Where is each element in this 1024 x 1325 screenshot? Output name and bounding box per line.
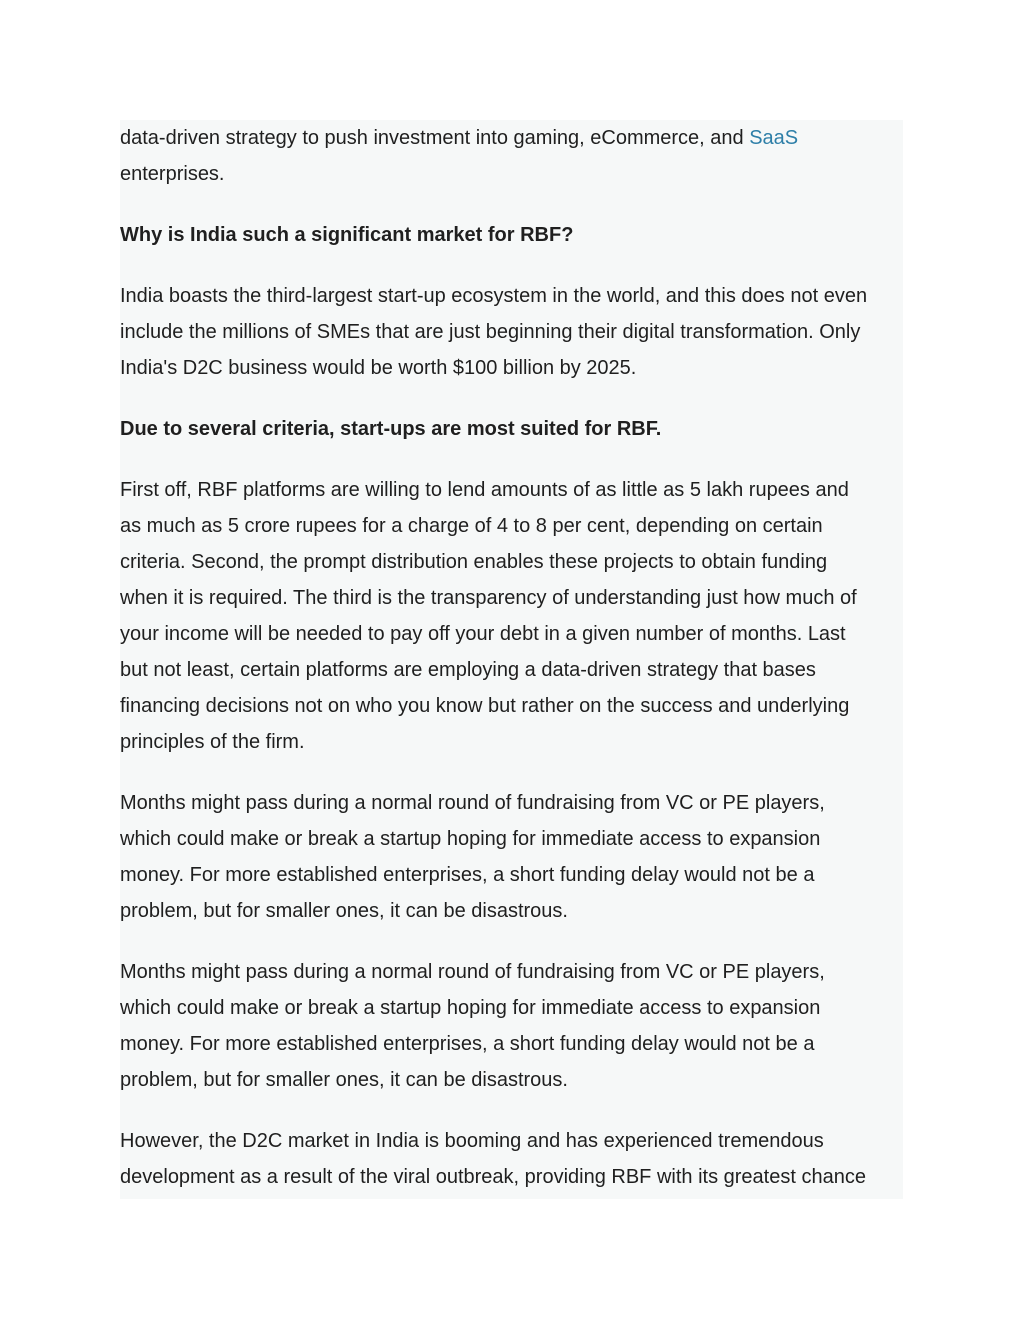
spacer bbox=[120, 447, 903, 472]
spacer bbox=[120, 253, 903, 278]
paragraph-fundraising-1 bbox=[120, 785, 903, 929]
paragraph-line: as much as 5 crore rupees for a charge of 4 to 8 per cent, depending on certain bbox=[120, 515, 823, 537]
spacer bbox=[120, 386, 903, 411]
section-heading-india-market: Why is India such a significant market for RBF? bbox=[120, 224, 574, 246]
paragraph-line: First off, RBF platforms are willing to lend amounts of as little as 5 lakh rupees and bbox=[120, 479, 849, 501]
paragraph-line: criteria. Second, the prompt distribution enables these projects to obtain funding bbox=[120, 551, 828, 573]
paragraph-line: principles of the firm. bbox=[120, 731, 305, 753]
paragraph-line: include the millions of SMEs that are just beginning their digital transformation. Only bbox=[120, 321, 861, 343]
paragraph-line: but not least, certain platforms are employing a data-driven strategy that bases bbox=[120, 659, 816, 681]
spacer bbox=[120, 192, 903, 217]
paragraph-line: financing decisions not on who you know but rather on the success and underlying bbox=[120, 695, 850, 717]
paragraph-line: problem, but for smaller ones, it can be disastrous. bbox=[120, 1069, 568, 1091]
paragraph-line: problem, but for smaller ones, it can be disastrous. bbox=[120, 900, 568, 922]
paragraph-rbf-platforms bbox=[120, 472, 903, 760]
paragraph-line: However, the D2C market in India is booming and has experienced tremendous bbox=[120, 1130, 824, 1152]
intro-line-2: enterprises. bbox=[120, 163, 225, 185]
paragraph-line: India boasts the third-largest start-up ecosystem in the world, and this does not even bbox=[120, 285, 868, 307]
paragraph-d2c-market bbox=[120, 1123, 903, 1195]
intro-paragraph bbox=[120, 120, 903, 192]
paragraph-line: Months might pass during a normal round of fundraising from VC or PE players, bbox=[120, 792, 825, 814]
paragraph-line: development as a result of the viral outbreak, providing RBF with its greatest chance bbox=[120, 1166, 866, 1188]
paragraph-line: when it is required. The third is the transparency of understanding just how much of bbox=[120, 587, 857, 609]
paragraph-line: your income will be needed to pay off your debt in a given number of months. Last bbox=[120, 623, 846, 645]
paragraph-line: money. For more established enterprises, a short funding delay would not be a bbox=[120, 1033, 815, 1055]
paragraph-line: India's D2C business would be worth $100 billion by 2025. bbox=[120, 357, 637, 379]
paragraph-line: which could make or break a startup hoping for immediate access to expansion bbox=[120, 997, 821, 1019]
article-body bbox=[120, 120, 903, 1199]
paragraph-line: Months might pass during a normal round of fundraising from VC or PE players, bbox=[120, 961, 825, 983]
paragraph-line: money. For more established enterprises, a short funding delay would not be a bbox=[120, 864, 815, 886]
spacer bbox=[120, 760, 903, 785]
paragraph-fundraising-2 bbox=[120, 954, 903, 1098]
saas-link[interactable]: SaaS bbox=[749, 127, 799, 149]
section-heading-criteria: Due to several criteria, start-ups are most suited for RBF. bbox=[120, 418, 662, 440]
paragraph-line: which could make or break a startup hoping for immediate access to expansion bbox=[120, 828, 821, 850]
paragraph-india-ecosystem bbox=[120, 278, 903, 386]
intro-text: data-driven strategy to push investment into gaming, eCommerce, and bbox=[120, 127, 750, 149]
spacer bbox=[120, 929, 903, 954]
intro-line-1 bbox=[120, 120, 903, 156]
spacer bbox=[120, 1098, 903, 1123]
